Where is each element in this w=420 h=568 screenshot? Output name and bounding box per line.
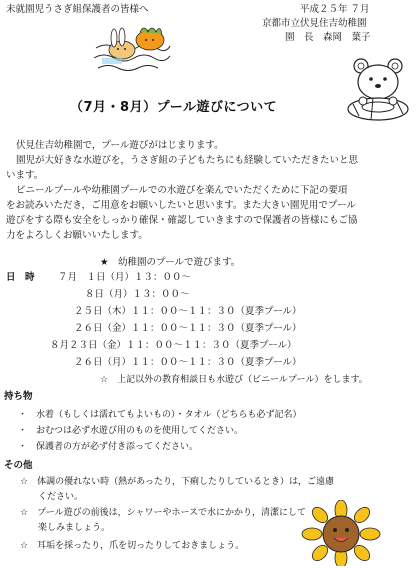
other-line: 楽しみましょう。: [20, 523, 111, 533]
greeting-line: 未就園児うさぎ組保護者の皆様へ: [6, 4, 149, 15]
item-line: ・ 保護者の方が必ず付き添ってください。: [18, 442, 199, 452]
schedule-row: ２６日（金）１１：００～１１：３０（夏季プール）: [74, 323, 302, 334]
intro-line: 園児が大好きな水遊びを，うさぎ組の子どもたちにも経験していただきたいと思: [16, 155, 359, 166]
item-line: ・ おむつは必ず水遊び用のものを使用してください。: [18, 426, 244, 436]
item-line: ・ 水着（もしくは濡れてもよいもの）・タオル（どちらも必ず記名）: [18, 410, 302, 420]
other-line: ☆ 体調の優れない時（熱があったり，下痢したりしているとき）は，ご遠慮: [20, 477, 334, 487]
schedule-note: ☆ 上記以外の教育相談日も水遊び（ビニールプール）をします。: [100, 375, 368, 385]
intro-line: 遊びをする際も安全をしっかり確保・確認していきますので保護者の皆様にもご協: [6, 215, 358, 226]
pool-note: ★ 幼稚園のプールで遊びます。: [100, 257, 241, 268]
intro-line: 伏見住吉幼稚園で，プール遊びがはじまります。: [16, 140, 224, 151]
other-line: ください。: [20, 492, 84, 502]
other-line: ☆ プール遊びの前後は，シャワーやホースで水にかかり，清潔にして: [20, 508, 306, 518]
intro-line: います。: [6, 170, 44, 181]
schedule-row: ８日（月）１３：００～: [85, 289, 190, 300]
intro-line: ビニールプールや幼稚園プールでの水遊びを楽んでいただくために下記の要項: [16, 185, 348, 196]
bear-swim-ring-illustration: [345, 54, 415, 124]
principal-name: 園 長 森岡 葉子: [285, 32, 371, 43]
date-line: 平成２５年 ７月: [300, 4, 370, 15]
sunflower-illustration: [300, 500, 382, 566]
page-title: （7月・8月）プール遊びについて: [70, 100, 278, 115]
school-name: 京都市立伏見住吉幼稚園: [262, 18, 367, 29]
intro-line: をお読みいただき，ご用意をお願いしたいと思います。また大きい園児用でプール: [6, 200, 356, 211]
schedule-row: ２６日（月）１１：００～１１：３０（夏季プール）: [74, 357, 302, 368]
other-label: その他: [4, 460, 33, 471]
schedule-row: ７月 １日（月）１３：００～: [58, 272, 192, 283]
schedule-row: ８月２３日（金）１１：００～１１：３０（夏季プール）: [50, 340, 297, 351]
other-line: ☆ 耳垢を採ったり，爪を切ったりしておきましょう。: [20, 541, 245, 551]
intro-line: 力をよろしくお願いいたします。: [6, 230, 148, 241]
schedule-row: ２５日（木）１１：００～１１：３０（夏季プール）: [74, 306, 302, 317]
items-label: 持ち物: [4, 391, 33, 402]
schedule-label: 日 時: [6, 272, 35, 283]
swimming-rabbit-illustration: [92, 18, 172, 74]
